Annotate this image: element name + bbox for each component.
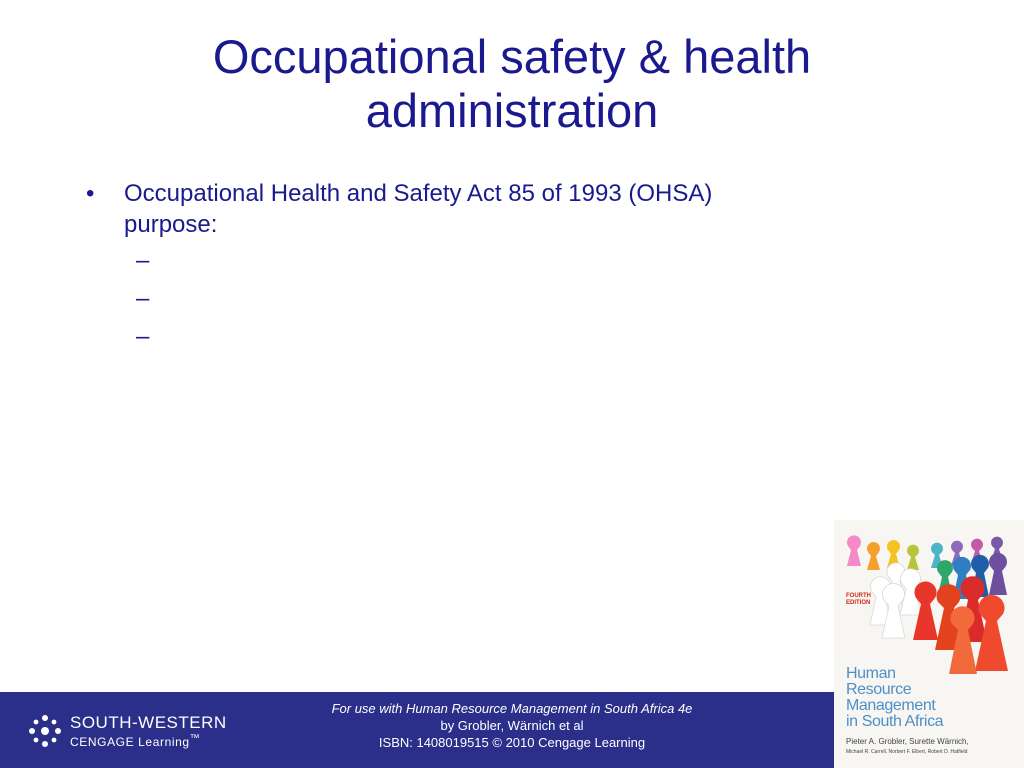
game-pieces-illustration [834,520,1024,768]
bullet-text-line-1: Occupational Health and Safety Act 85 of 1993 (OHSA) [124,180,713,207]
book-edition-line-2: EDITION [846,600,871,606]
sub-bullet-item: – [136,285,150,312]
publisher-name-line-2 [70,732,227,749]
trademark-symbol: ™ [189,732,201,744]
publisher-name-line-1: SOUTH-WESTERN [70,712,227,732]
footer-line-1: For use with Human Resource Management in South Africa 4e [331,701,693,716]
footer-bar [0,692,834,768]
book-title-line-4: in South Africa [846,713,944,730]
book-title [846,666,943,730]
publisher-name [70,714,227,749]
publisher-logo [28,714,227,748]
footer-line-3: ISBN: 1408019515 © 2010 Cengage Learning [378,735,646,750]
sub-bullet-list [136,248,846,362]
book-title-line-3: Management [846,697,936,714]
book-edition-label [846,593,871,607]
footer-citation [262,700,762,751]
book-authors-main: Pieter A. Grobler, Surette Wärnich, [846,737,969,746]
book-title-line-1: Human [846,665,896,682]
slide-title-line-2: administration [365,84,659,137]
book-edition-line-1: FOURTH [846,593,871,599]
bullet-item [86,178,846,240]
publisher-name-line-2-text: CENGAGE Learning [70,734,190,749]
book-authors-others: Michael R. Carrell, Norbert F. Elbert, Robert D. Hatfield [846,749,968,755]
starburst-logo-icon [28,714,62,748]
bullet-text-line-2: purpose: [124,211,218,238]
book-authors [846,737,1024,756]
sub-bullet-item: – [136,247,150,274]
slide-title-line-1: Occupational safety & health [212,30,812,83]
slide-content [86,178,846,362]
sub-bullet-item: – [136,323,150,350]
book-cover-image [834,520,1024,768]
book-title-line-2: Resource [846,681,912,698]
bullet-marker: • [86,180,95,207]
bullet-text [124,178,712,240]
slide-title [100,30,924,138]
white-pieces [870,563,921,638]
footer-line-2: by Grobler, Wärnich et al [440,718,584,733]
